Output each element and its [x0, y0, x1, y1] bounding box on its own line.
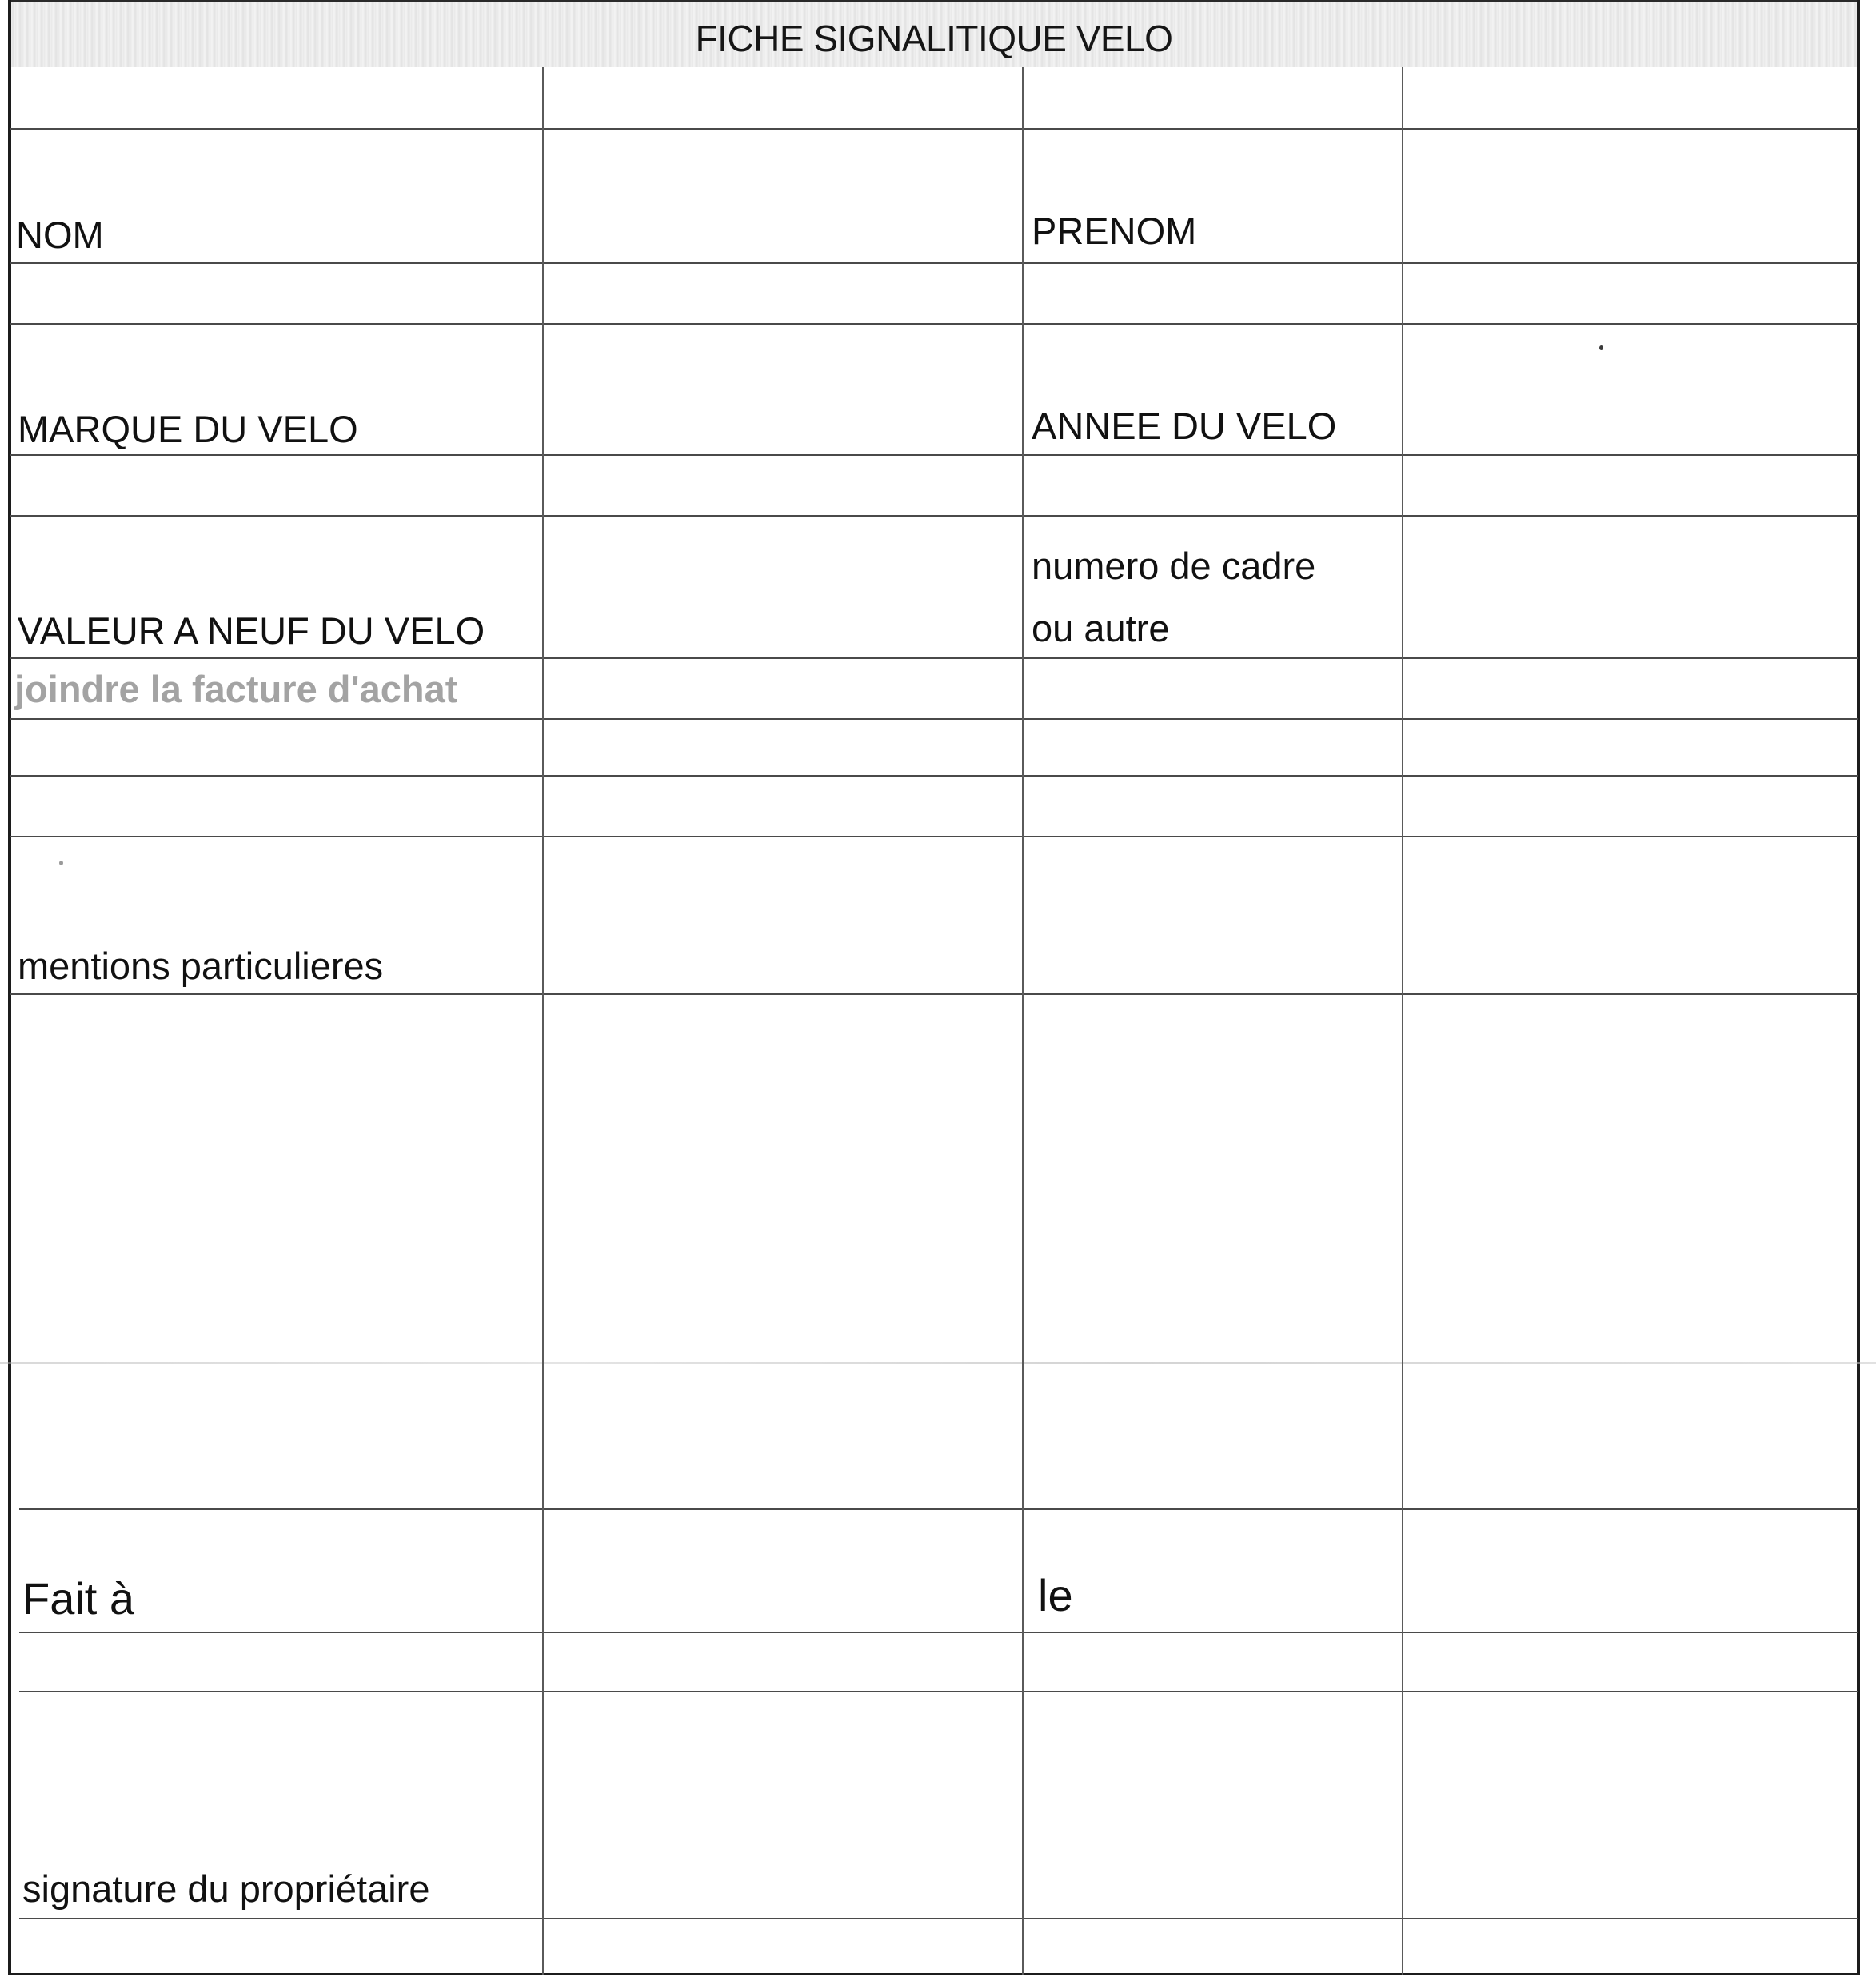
valeur-a-neuf-label: VALEUR A NEUF DU VELO — [18, 609, 485, 652]
row-rule — [10, 718, 1858, 720]
row-rule — [19, 1508, 1858, 1510]
row-rule — [19, 1691, 1858, 1692]
nom-label: NOM — [16, 214, 104, 256]
ink-speck — [59, 861, 63, 865]
form-table — [8, 0, 1860, 1975]
signature-proprietaire-label: signature du propriétaire — [22, 1867, 430, 1910]
row-rule — [10, 515, 1858, 517]
paper-fold-crease — [0, 1362, 1876, 1364]
column-rule — [542, 67, 544, 1975]
row-rule — [10, 993, 1858, 995]
column-rule — [1402, 67, 1403, 1975]
row-rule — [10, 657, 1858, 659]
row-rule — [19, 1632, 1858, 1633]
row-rule — [10, 454, 1858, 456]
prenom-label: PRENOM — [1032, 210, 1197, 252]
column-rule — [1022, 67, 1024, 1975]
ink-speck — [1599, 345, 1603, 350]
row-rule — [19, 1918, 1858, 1919]
row-rule — [10, 262, 1858, 264]
fait-a-label: Fait à — [22, 1573, 135, 1624]
row-rule — [10, 128, 1858, 130]
ou-autre-label: ou autre — [1032, 607, 1170, 649]
row-rule — [10, 323, 1858, 325]
annee-du-velo-label: ANNEE DU VELO — [1032, 405, 1337, 447]
form-title: FICHE SIGNALITIQUE VELO — [695, 18, 1173, 59]
facture-note: joindre la facture d'achat — [14, 668, 458, 710]
numero-de-cadre-label: numero de cadre — [1032, 545, 1316, 587]
le-label: le — [1038, 1570, 1073, 1620]
marque-du-velo-label: MARQUE DU VELO — [18, 408, 358, 450]
mentions-particulieres-label: mentions particulieres — [18, 945, 384, 987]
row-rule — [10, 775, 1858, 777]
row-rule — [10, 836, 1858, 837]
